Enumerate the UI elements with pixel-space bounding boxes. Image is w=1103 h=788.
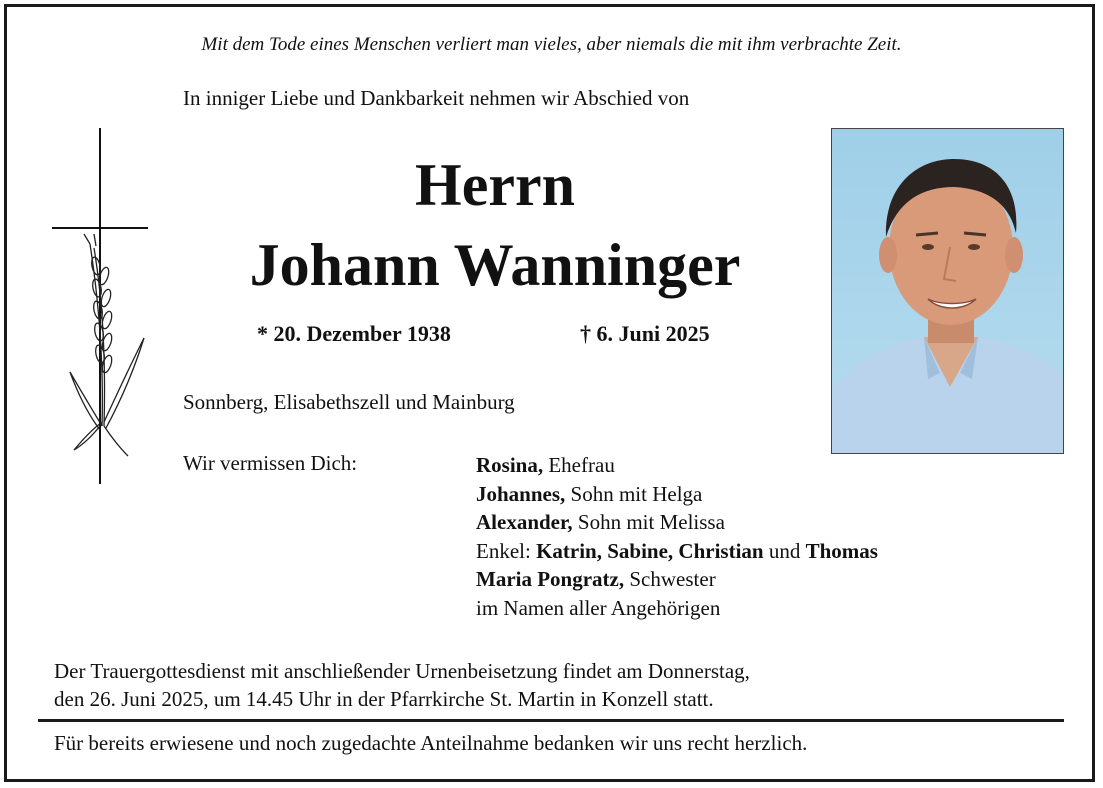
service-line-1: Der Trauergottesdienst mit anschließender Urnenbeisetzung findet am Donnerstag, [54, 659, 750, 683]
miss-label: Wir vermissen Dich: [183, 451, 358, 475]
mourner-relation: Sohn mit Helga [570, 481, 703, 506]
funeral-service-info [54, 657, 750, 713]
deceased-name: Johann Wanninger [249, 232, 741, 298]
mourner-line [476, 480, 878, 509]
divider [38, 719, 1064, 722]
grandchildren-label: Enkel: [476, 538, 531, 563]
mourner-name: Rosina, [476, 453, 544, 477]
grandchildren-names: Katrin, Sabine, Christian [536, 538, 764, 563]
mourner-line [476, 565, 878, 594]
salutation: Herrn [415, 152, 575, 218]
mourner-line [476, 451, 878, 480]
cross-with-wheat-icon [50, 126, 154, 486]
mourner-relation: Ehefrau [548, 453, 615, 477]
birth-date: * 20. Dezember 1938 [257, 321, 451, 346]
grandchildren-last: Thomas [805, 538, 878, 563]
sister-name: Maria Pongratz, [476, 567, 625, 592]
thanks-line: Für bereits erwiesene und noch zugedachte Anteilnahme bedanken wir uns recht herzlich. [54, 731, 808, 755]
mourner-name: Johannes, [476, 481, 566, 506]
mourner-relation: Sohn mit Melissa [577, 510, 725, 535]
service-line-2: den 26. Juni 2025, um 14.45 Uhr in der Pfarrkirche St. Martin in Konzell statt. [54, 687, 714, 711]
mourner-line [476, 508, 878, 537]
mourner-list [476, 451, 878, 623]
grandchildren-line [476, 537, 878, 566]
family-line: im Namen aller Angehörigen [476, 595, 721, 620]
portrait-photo [831, 128, 1064, 454]
grandchildren-conj: und [768, 538, 801, 563]
places: Sonnberg, Elisabethszell und Mainburg [183, 390, 515, 414]
death-date: † 6. Juni 2025 [580, 321, 710, 346]
mourner-name: Alexander, [476, 510, 573, 535]
motto: Mit dem Tode eines Menschen verliert man vieles, aber niemals die mit ihm verbrachte Zeit. [201, 34, 902, 55]
intro-line: In inniger Liebe und Dankbarkeit nehmen wir Abschied von [183, 86, 690, 110]
sister-relation: Schwester [629, 567, 716, 592]
